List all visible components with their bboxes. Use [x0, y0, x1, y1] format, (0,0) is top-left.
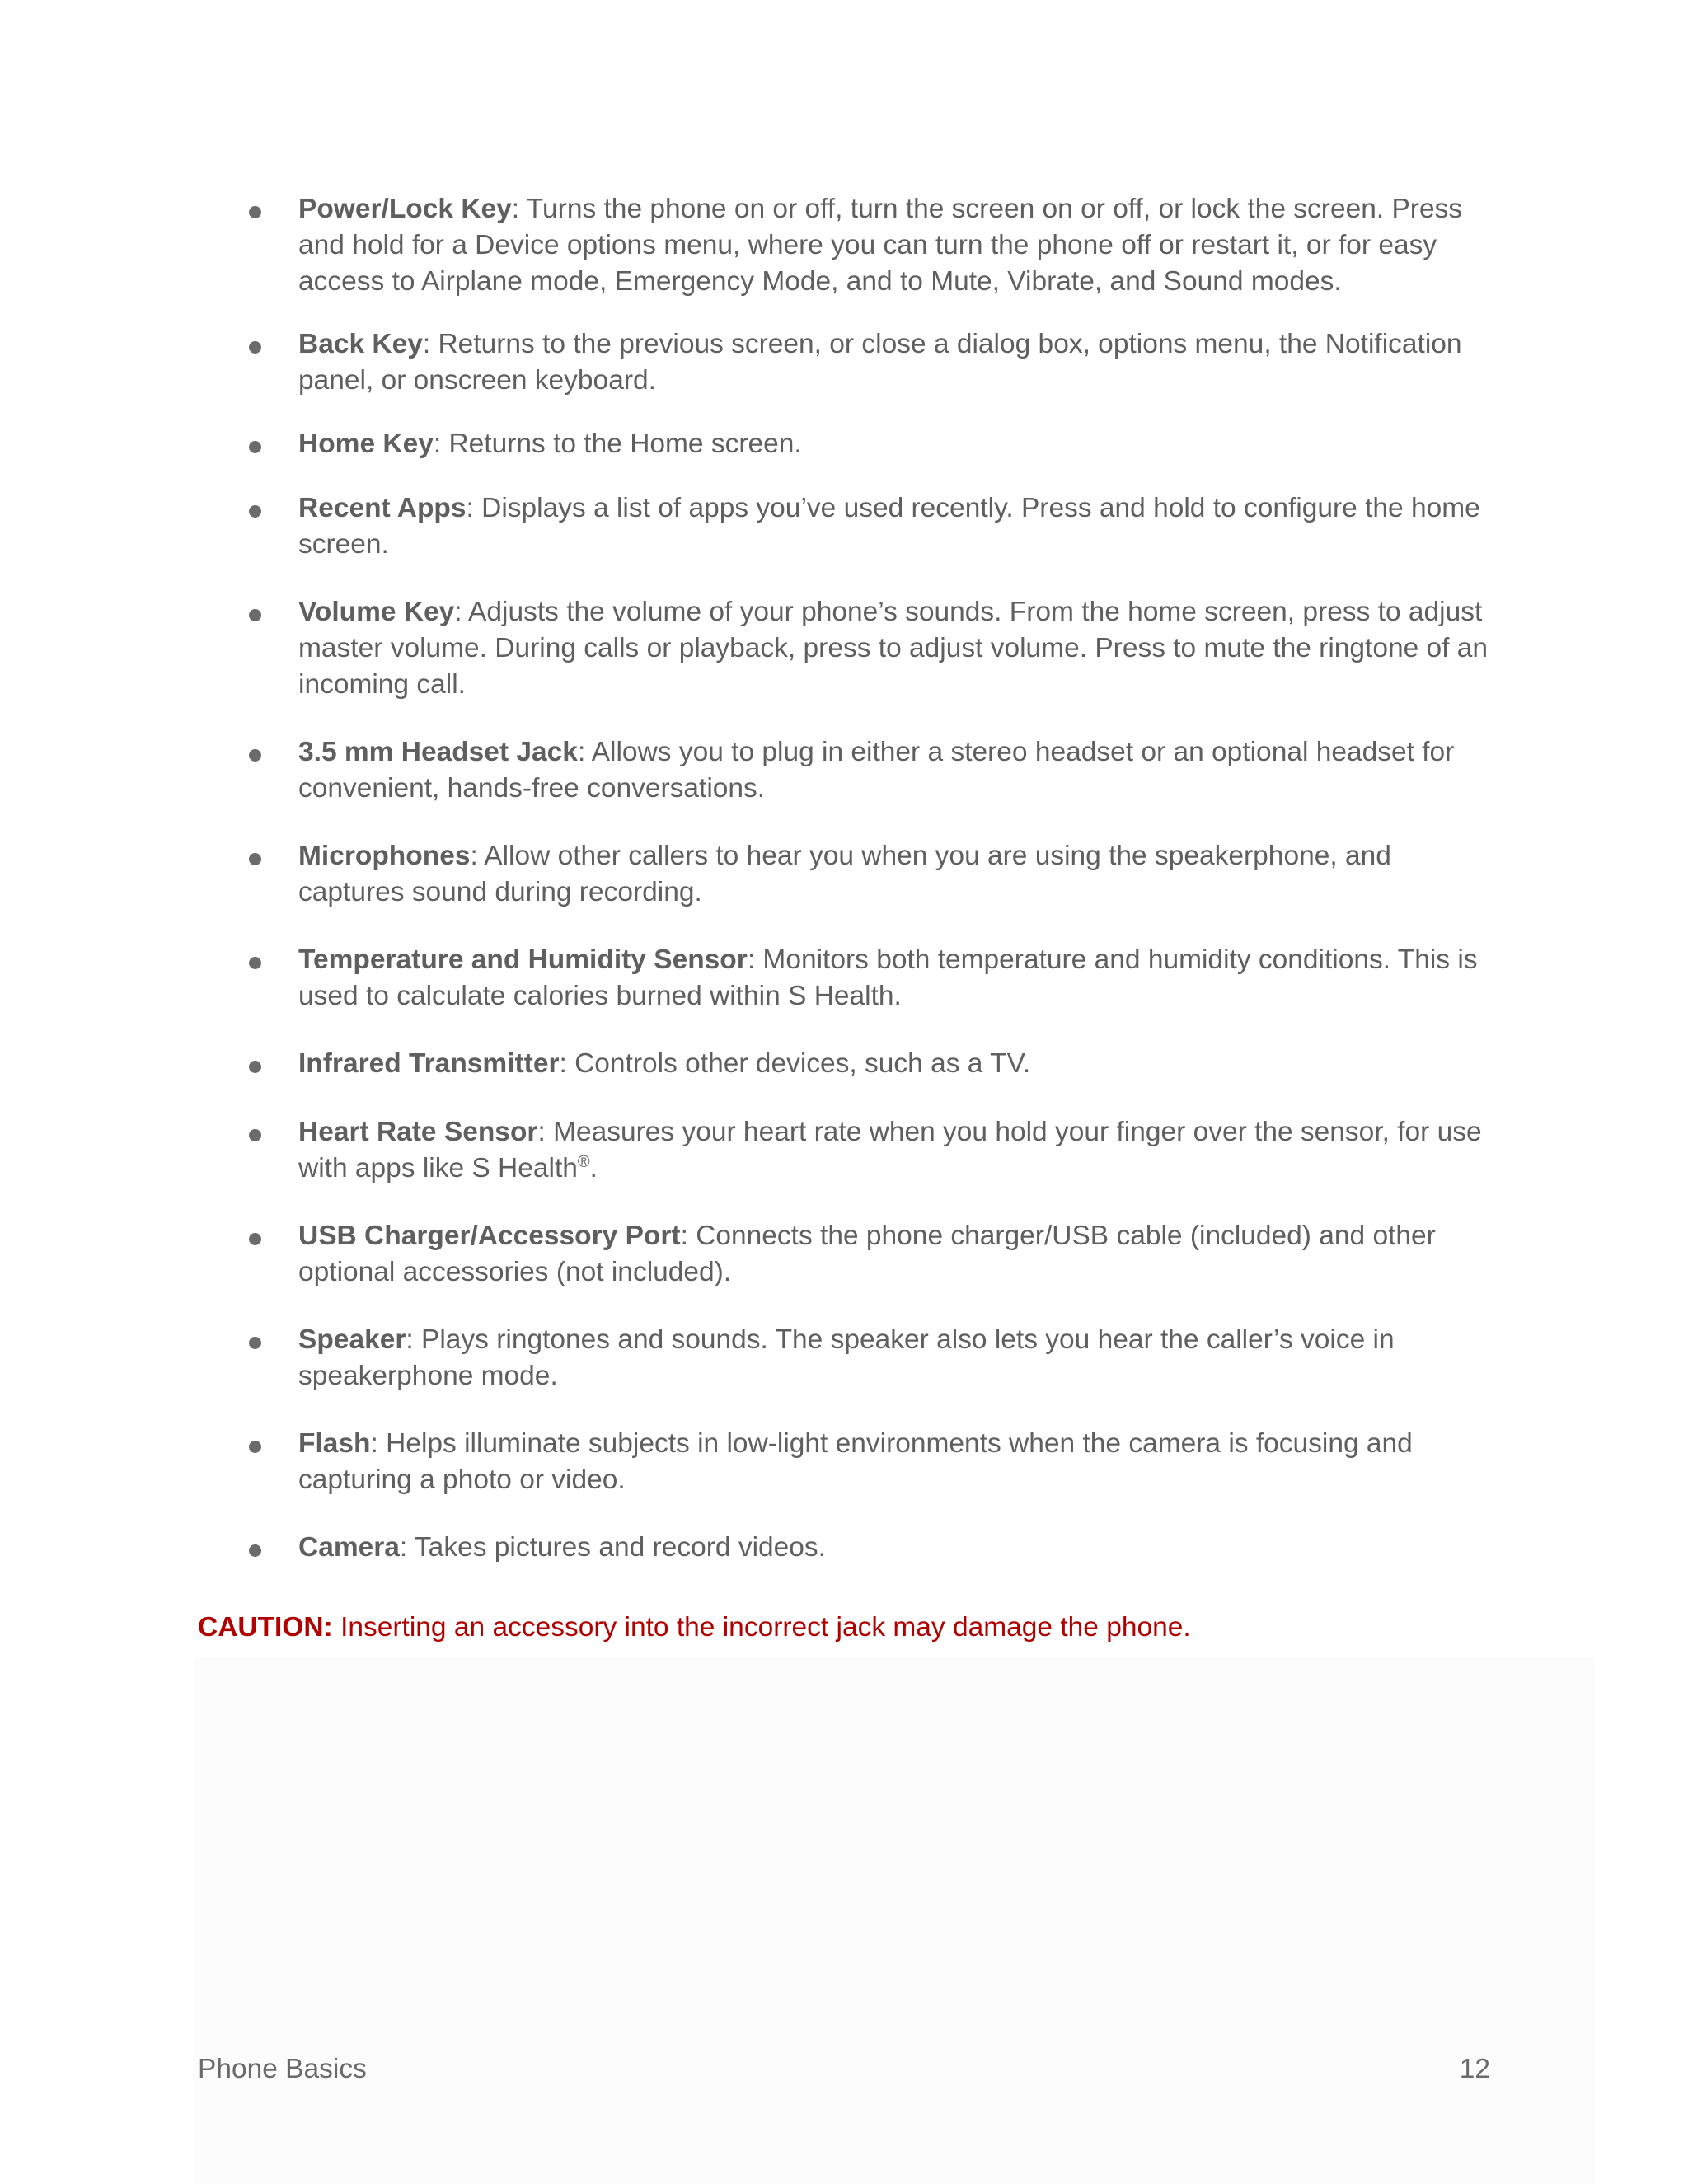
- bullet-icon: [249, 957, 261, 969]
- list-item-camera: [239, 1530, 1500, 1566]
- list-item-usb-port: [239, 1218, 1500, 1291]
- list-item-power-lock-key: [239, 191, 1500, 300]
- list-item-home-key: [239, 426, 1500, 462]
- footer-section-title: Phone Basics: [198, 2054, 367, 2084]
- item-description: : Displays a list of apps you’ve used recently. Press and hold to configure the home screen.: [298, 493, 1480, 560]
- list-item-microphones: [239, 838, 1500, 911]
- bullet-icon: [249, 1233, 261, 1245]
- list-item-volume-key: [239, 594, 1500, 703]
- list-item-recent-apps: [239, 490, 1500, 563]
- bullet-icon: [249, 341, 261, 354]
- item-description: : Returns to the Home screen.: [433, 429, 802, 459]
- item-term: Power/Lock Key: [298, 194, 512, 224]
- feature-list: [239, 191, 1500, 1566]
- bullet-icon: [249, 1441, 261, 1453]
- bullet-icon: [249, 1061, 261, 1073]
- bullet-icon: [249, 441, 261, 453]
- item-description: : Turns the phone on or off, turn the screen on or off, or lock the screen. Press and hold for a Device options menu, where you can turn the phone off or restart it, or for easy access to Airplane mode, Emergency Mode, and to Mute, Vibrate, and Sound modes.: [298, 194, 1463, 297]
- item-term: Heart Rate Sensor: [298, 1117, 538, 1147]
- list-item-infrared-transmitter: [239, 1046, 1500, 1082]
- item-term: Camera: [298, 1532, 400, 1563]
- list-item-speaker: [239, 1322, 1500, 1394]
- bullet-icon: [249, 853, 261, 865]
- bullet-icon: [249, 1544, 261, 1557]
- bullet-icon: [249, 609, 261, 621]
- item-term: Speaker: [298, 1324, 406, 1355]
- bullet-icon: [249, 749, 261, 762]
- list-item-headset-jack: [239, 734, 1500, 807]
- footer-page-number: 12: [1459, 2054, 1490, 2084]
- bullet-icon: [249, 1129, 261, 1141]
- caution-label: CAUTION:: [198, 1612, 333, 1643]
- caution-text: Inserting an accessory into the incorrect jack may damage the phone.: [332, 1612, 1191, 1643]
- item-description: : Monitors both temperature and humidity conditions. This is used to calculate calories burned within S Health.: [298, 944, 1478, 1011]
- list-item-flash: [239, 1426, 1500, 1498]
- bullet-icon: [249, 206, 261, 218]
- item-description-tail: .: [589, 1153, 598, 1183]
- page-background: [194, 1657, 1595, 2184]
- item-description: : Measures your heart rate when you hold your finger over the sensor, for use with apps like S Health: [298, 1117, 1482, 1183]
- item-description: : Plays ringtones and sounds. The speaker also lets you hear the caller’s voice in speakerphone mode.: [298, 1324, 1395, 1391]
- list-item-heart-rate-sensor: [239, 1114, 1500, 1187]
- item-description: : Allows you to plug in either a stereo headset or an optional headset for convenient, hands-free conversations.: [298, 737, 1455, 804]
- item-term: Temperature and Humidity Sensor: [298, 944, 748, 975]
- item-term: Recent Apps: [298, 493, 467, 523]
- list-item-temperature-humidity-sensor: [239, 942, 1500, 1015]
- item-description: : Allow other callers to hear you when you are using the speakerphone, and captures sound during recording.: [298, 841, 1391, 907]
- caution-note: [198, 1610, 1191, 1646]
- item-term: Infrared Transmitter: [298, 1048, 560, 1079]
- item-term: Home Key: [298, 429, 434, 459]
- item-term: USB Charger/Accessory Port: [298, 1221, 681, 1251]
- item-description: : Controls other devices, such as a TV.: [559, 1048, 1031, 1079]
- item-term: Volume Key: [298, 597, 455, 627]
- registered-mark: ®: [577, 1152, 590, 1171]
- item-description: : Connects the phone charger/USB cable (included) and other optional accessories (not included).: [298, 1221, 1436, 1287]
- bullet-icon: [249, 505, 261, 518]
- item-description: : Returns to the previous screen, or close a dialog box, options menu, the Notification panel, or onscreen keyboard.: [298, 329, 1462, 396]
- item-description: : Takes pictures and record videos.: [399, 1532, 826, 1563]
- item-term: 3.5 mm Headset Jack: [298, 737, 578, 767]
- item-term: Flash: [298, 1428, 371, 1459]
- item-term: Back Key: [298, 329, 423, 359]
- item-term: Microphones: [298, 841, 471, 871]
- item-description: : Adjusts the volume of your phone’s sounds. From the home screen, press to adjust master volume. During calls or playback, press to adjust volume. Press to mute the ringtone of an incoming call.: [298, 597, 1489, 700]
- list-item-back-key: [239, 326, 1500, 399]
- bullet-icon: [249, 1337, 261, 1349]
- item-description: : Helps illuminate subjects in low-light environments when the camera is focusing and capturing a photo or video.: [298, 1428, 1413, 1495]
